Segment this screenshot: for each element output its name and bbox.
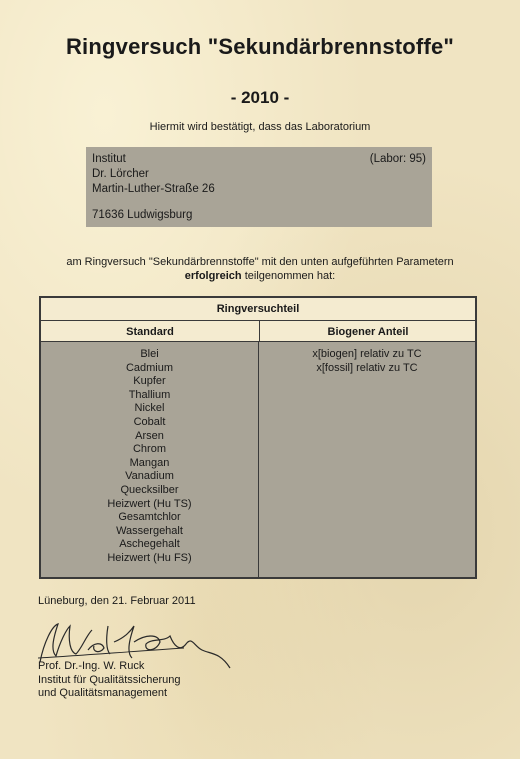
standard-parameter-item: Wassergehalt [116,524,183,537]
standard-parameter-item: Mangan [129,456,170,469]
standard-parameter-item: Quecksilber [120,483,179,496]
biogenic-parameter-item: x[fossil] relativ zu TC [316,361,418,374]
signature-date: Lüneburg, den 21. Februar 2011 [38,595,196,607]
lab-line-4: 71636 Ludwigsburg [92,209,193,221]
standard-parameter-item: Aschegehalt [119,538,180,551]
participation-text-after: teilgenommen hat: [241,270,336,282]
lab-line-2: Dr. Lörcher [92,168,149,180]
signer-institute-2: und Qualitätsmanagement [38,687,168,699]
standard-parameter-item: Gesamtchlor [118,511,181,524]
standard-parameter-item: Nickel [134,402,165,415]
participation-text-before: am Ringversuch "Sekundärbrennstoffe" mit den unten aufgeführten Parametern [66,256,454,268]
standard-parameter-item: Heizwert (Hu TS) [107,497,192,510]
lab-line-3: Martin-Luther-Straße 26 [92,183,215,195]
standard-parameter-item: Heizwert (Hu FS) [107,551,192,564]
table-body [41,342,475,577]
column-header-biogenic: Biogener Anteil [327,326,409,338]
certificate-title: Ringversuch "Sekundärbrennstoffe" [65,34,455,59]
participation-emphasis: erfolgreich [184,270,242,282]
standard-parameter-item: Cobalt [133,415,166,428]
standard-parameter-item: Chrom [132,443,166,456]
standard-parameter-item: Cadmium [125,361,174,374]
standard-parameter-item: Kupfer [133,375,166,388]
participation-statement [0,255,520,283]
certificate-intro: Hiermit wird bestätigt, dass das Laboratorium [149,121,371,133]
lab-address-spacer [92,197,426,208]
table-column-headers [41,321,475,343]
column-header-standard: Standard [41,321,260,341]
labor-number: (Labor: 95) [369,153,426,165]
table-header: Ringversuchteil [41,298,475,321]
standard-column [41,342,259,577]
standard-parameter-item: Blei [140,348,159,360]
standard-parameter-item: Arsen [135,429,164,442]
standard-parameter-item: Vanadium [125,470,174,483]
biogenic-parameter-item: x[biogen] relativ zu TC [312,348,422,360]
signer-institute-1: Institut für Qualitätssicherung [38,673,181,686]
biogenic-column [259,342,475,577]
signer-block [38,660,180,701]
certificate-year: - 2010 - [230,88,290,107]
standard-parameter-item: Thallium [128,388,171,401]
signer-name: Prof. Dr.-Ing. W. Ruck [38,660,145,672]
parameter-table [39,296,477,579]
lab-line-1: Institut [92,153,126,165]
laboratory-address-box [86,147,432,227]
